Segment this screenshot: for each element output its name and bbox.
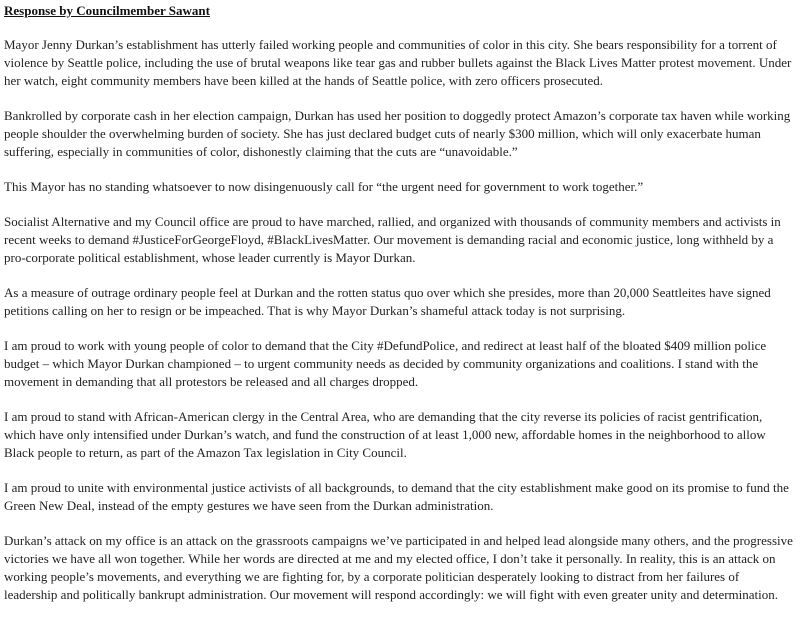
paragraph-durkan-failure: Mayor Jenny Durkan’s establishment has utterly failed working people and communities of color in this city. She bears responsibility for a torrent of violence by Seattle police, including the use of brutal weapons like tear gas and rubber bullets against the Black Lives Matter protest movement. Under her watch, eight community members have been killed at the hands of Seattle police, with zero officers prosecuted. [4, 37, 792, 88]
document-heading: Response by Councilmember Sawant [4, 3, 210, 18]
paragraph-corporate-cash: Bankrolled by corporate cash in her election campaign, Durkan has used her position to doggedly protect Amazon’s corporate tax haven while working people shoulder the overwhelming burden of society. She has just declared budget cuts of nearly $300 million, which will only exacerbate human suffering, especially in communities of color, dishonestly claiming that the cuts are “unavoidable.” [4, 108, 791, 159]
paragraph-clergy-central-area: I am proud to stand with African-American clergy in the Central Area, who are demanding that the city reverse its policies of racist gentrification, which have only intensified under Durkan’s watch, and fund the construction of at least 1,000 new, affordable homes in the neighborhood to allow Black people to return, as part of the Amazon Tax legislation in City Council. [4, 409, 766, 460]
paragraph-no-standing: This Mayor has no standing whatsoever to now disingenuously call for “the urgent need for government to work together.” [4, 179, 644, 194]
paragraph-green-new-deal: I am proud to unite with environmental justice activists of all backgrounds, to demand that the city establishment make good on its promise to fund the Green New Deal, instead of the empty gestures we have seen from the Durkan administration. [4, 480, 789, 513]
paragraph-petitions: As a measure of outrage ordinary people feel at Durkan and the rotten status quo over which she presides, more than 20,000 Seattleites have signed petitions calling on her to resign or be impeached. That is why Mayor Durkan’s shameful attack today is not surprising. [4, 285, 771, 318]
paragraph-socialist-alternative: Socialist Alternative and my Council office are proud to have marched, rallied, and organized with thousands of community members and activists in recent weeks to demand #JusticeForGeorgeFloyd, #BlackLivesMatter. Our movement is demanding racial and economic justice, long withheld by a pro-corporate political establishment, whose leader currently is Mayor Durkan. [4, 214, 781, 265]
paragraph-defund-police: I am proud to work with young people of color to demand that the City #DefundPolice, and redirect at least half of the bloated $409 million police budget – which Mayor Durkan championed – to urgent community needs as decided by community organizations and coalitions. I stand with the movement in demanding that all protestors be released and all charges dropped. [4, 338, 767, 389]
paragraph-movement-response: Durkan’s attack on my office is an attack on the grassroots campaigns we’ve participated in and helped lead alongside many others, and the progressive victories we have all won together. While her words are directed at me and my elected office, I don’t take it personally. In reality, this is an attack on working people’s movements, and everything we are fighting for, by a corporate politician desperately looking to distract from her failures of leadership and politically bankrupt administration. Our movement will respond accordingly: we will fight with even greater unity and determination. [4, 533, 793, 602]
